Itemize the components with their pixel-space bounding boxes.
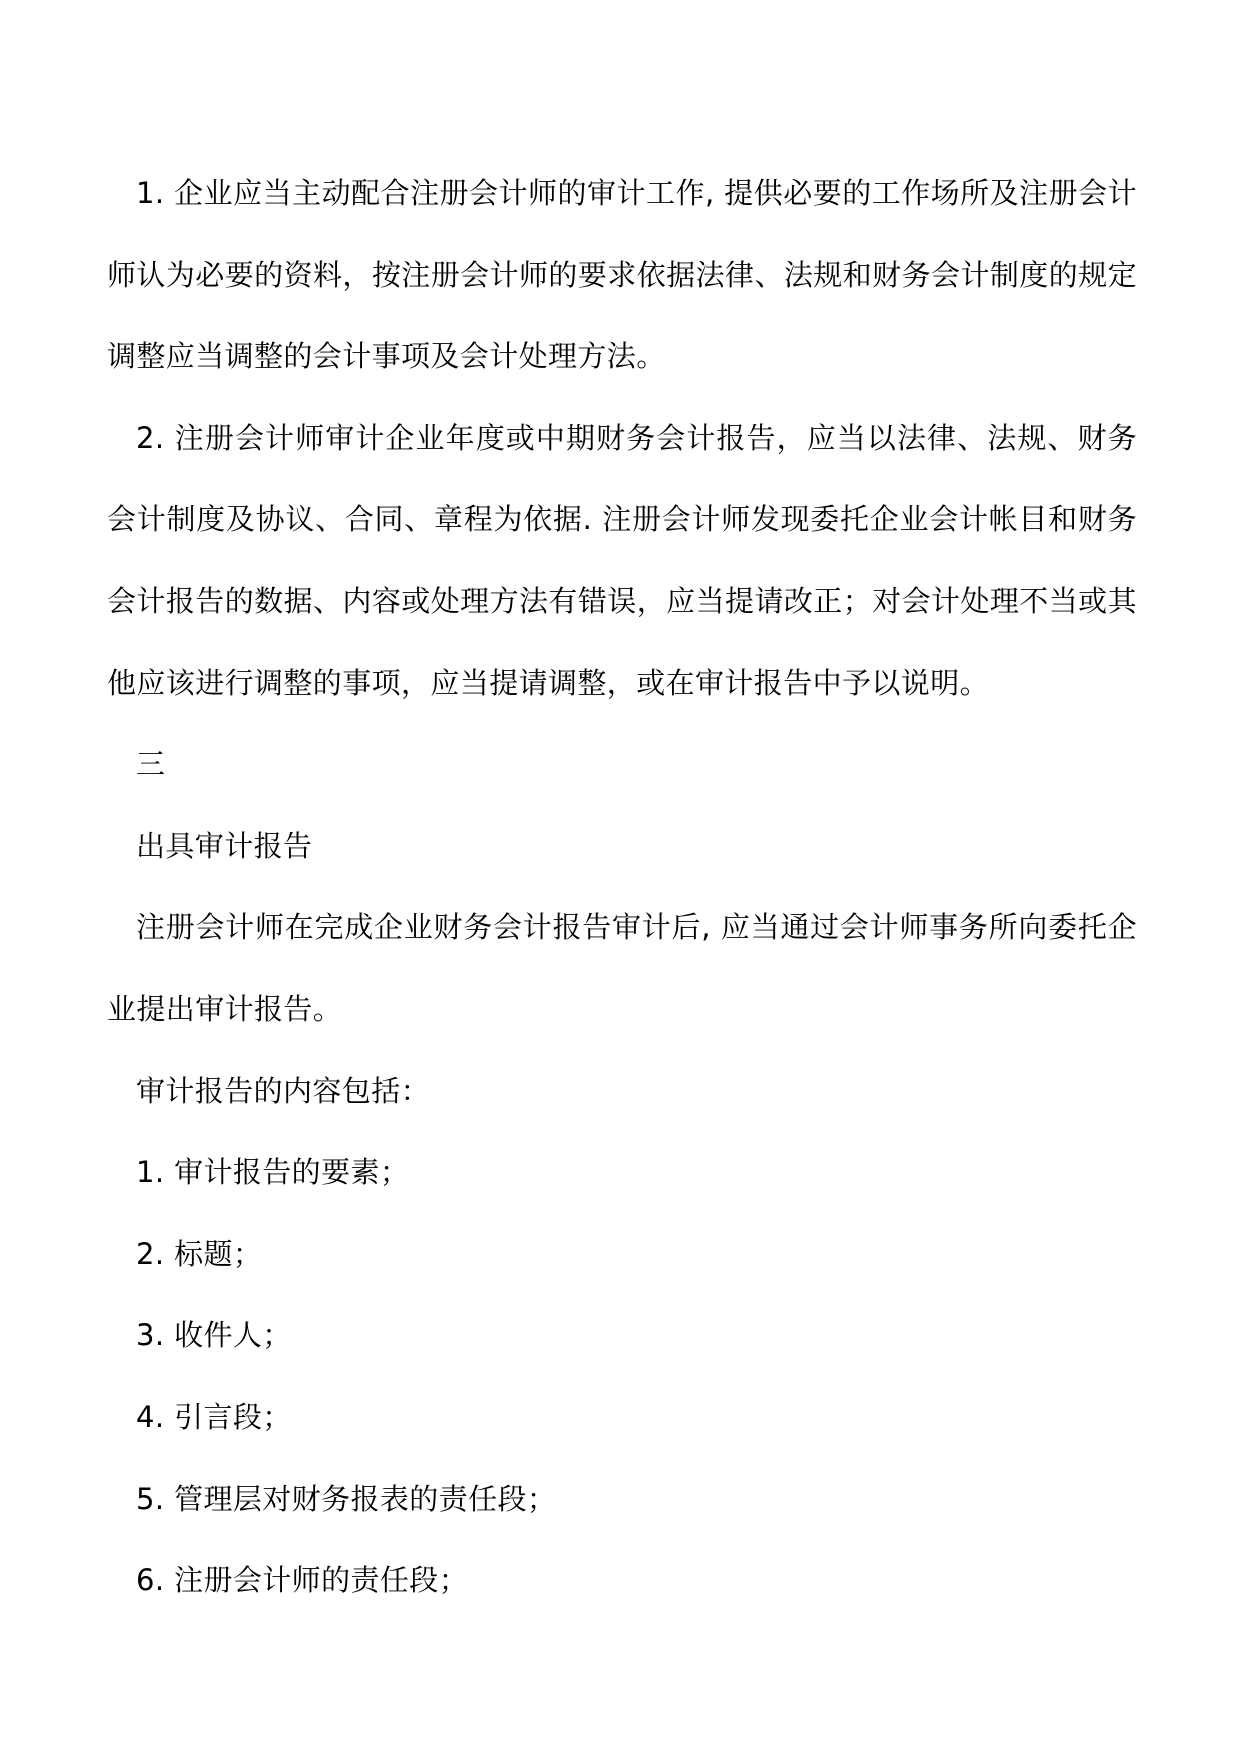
- section-number: 三: [136, 747, 166, 782]
- document-body: [107, 153, 1137, 1622]
- list-item: 2. 标题；: [136, 1236, 263, 1271]
- section-heading: 出具审计报告: [136, 828, 313, 863]
- list-item: 5. 管理层对财务报表的责任段；: [136, 1481, 557, 1516]
- list-item: 1. 审计报告的要素；: [136, 1155, 410, 1190]
- list-item: 6. 注册会计师的责任段；: [136, 1563, 469, 1598]
- list-item: 3. 收件人；: [136, 1318, 292, 1353]
- list-item: 4. 引言段；: [136, 1399, 292, 1434]
- paragraph-issue-report: 注册会计师在完成企业财务会计报告审计后, 应当通过会计师事务所向委托企业提出审计报告。: [107, 910, 1137, 1026]
- paragraph-audit-basis: 2. 注册会计师审计企业年度或中期财务会计报告，应当以法律、法规、财务会计制度及协议、合同、章程为依据. 注册会计师发现委托企业会计帐目和财务会计报告的数据、内容或处理方法有错误，应当提请改正；对会计处理不当或其他应该进行调整的事项，应当提请调整，或在审计报告中予以说明。: [107, 420, 1137, 700]
- paragraph-report-contents-intro: 审计报告的内容包括：: [136, 1073, 431, 1108]
- paragraph-client-cooperation: 1. 企业应当主动配合注册会计师的审计工作, 提供必要的工作场所及注册会计师认为必要的资料，按注册会计师的要求依据法律、法规和财务会计制度的规定调整应当调整的会计事项及会计处理方法。: [107, 176, 1137, 374]
